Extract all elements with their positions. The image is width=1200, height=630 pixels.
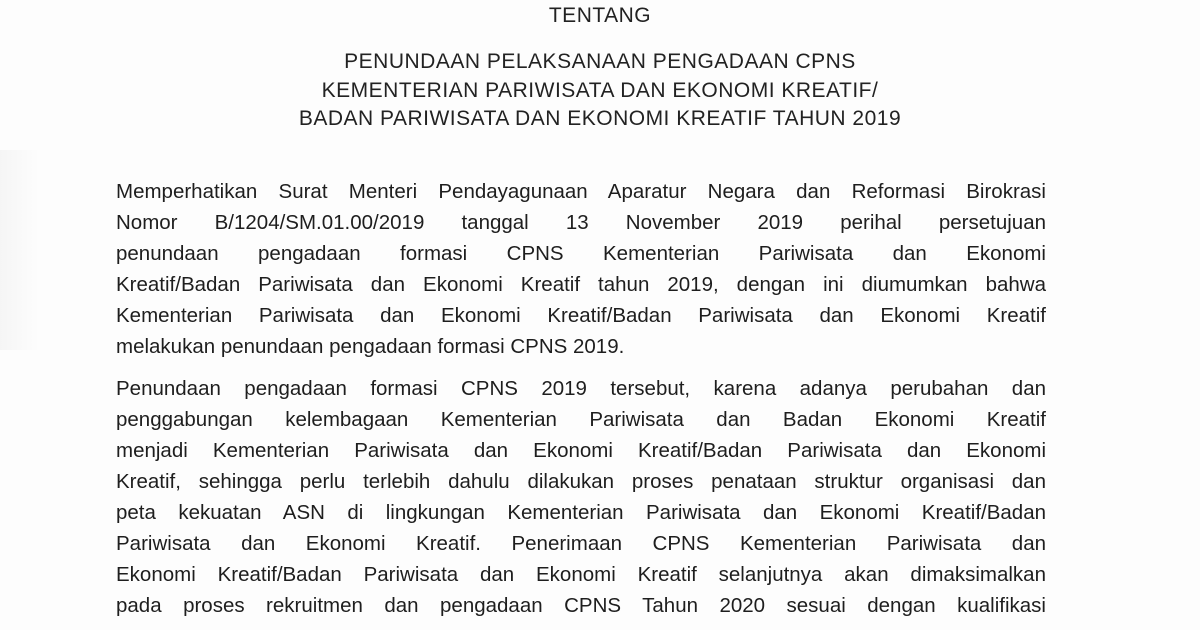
paragraph-1-line: melakukan penundaan pengadaan formasi CPNS 2019.	[116, 335, 625, 358]
paragraph-2-line: menjadi Kementerian Pariwisata dan Ekonomi Kreatif/Badan Pariwisata dan Ekonomi	[116, 439, 1046, 462]
title-line-1: PENUNDAAN PELAKSANAAN PENGADAAN CPNS	[344, 50, 856, 73]
paragraph-1-line: Memperhatikan Surat Menteri Pendayagunaan Aparatur Negara dan Reformasi Birokrasi	[116, 180, 1046, 203]
heading-tentang: TENTANG	[548, 4, 652, 27]
paragraph-2-line: Pariwisata dan Ekonomi Kreatif. Penerimaan CPNS Kementerian Pariwisata dan	[116, 532, 1046, 555]
paragraph-2-line: Penundaan pengadaan formasi CPNS 2019 tersebut, karena adanya perubahan dan	[116, 377, 1046, 400]
paragraph-2-line: penggabungan kelembagaan Kementerian Pariwisata dan Badan Ekonomi Kreatif	[116, 408, 1046, 431]
title-line-2: KEMENTERIAN PARIWISATA DAN EKONOMI KREATIF/	[321, 79, 879, 102]
paragraph-2-line: peta kekuatan ASN di lingkungan Kementerian Pariwisata dan Ekonomi Kreatif/Badan	[116, 501, 1046, 524]
paragraph-2-line: pada proses rekruitmen dan pengadaan CPNS Tahun 2020 sesuai dengan kualifikasi	[116, 594, 1046, 617]
paragraph-1-line: Kementerian Pariwisata dan Ekonomi Kreatif/Badan Pariwisata dan Ekonomi Kreatif	[116, 304, 1046, 327]
paragraph-2-line: Ekonomi Kreatif/Badan Pariwisata dan Ekonomi Kreatif selanjutnya akan dimaksimalkan	[116, 563, 1046, 586]
title-line-3: BADAN PARIWISATA DAN EKONOMI KREATIF TAHUN 2019	[298, 107, 902, 130]
paragraph-2-line: Kreatif, sehingga perlu terlebih dahulu dilakukan proses penataan struktur organisasi dan	[116, 470, 1046, 493]
paragraph-1-line: Nomor B/1204/SM.01.00/2019 tanggal 13 November 2019 perihal persetujuan	[116, 211, 1046, 234]
paragraph-1-line: Kreatif/Badan Pariwisata dan Ekonomi Kreatif tahun 2019, dengan ini diumumkan bahwa	[116, 273, 1046, 296]
paragraph-1-line: penundaan pengadaan formasi CPNS Kementerian Pariwisata dan Ekonomi	[116, 242, 1046, 265]
scan-shadow	[0, 150, 40, 350]
